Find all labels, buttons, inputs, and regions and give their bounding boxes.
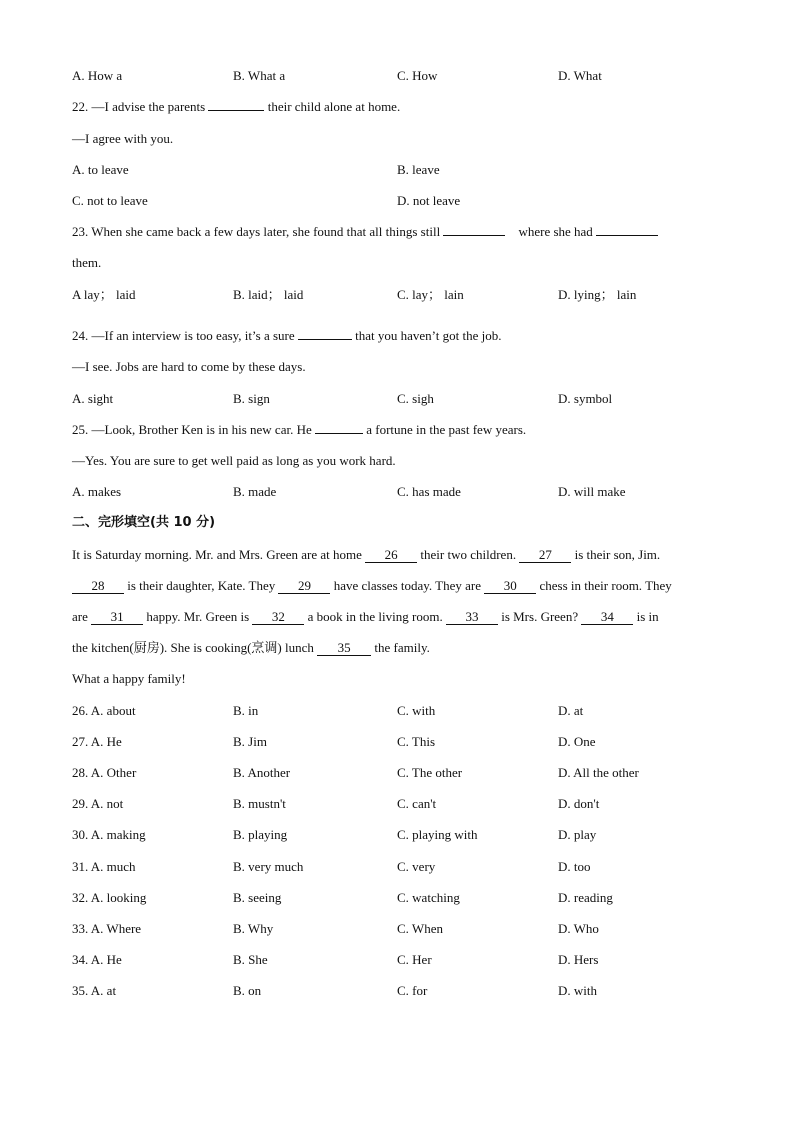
option-a: A. sight [72, 391, 114, 406]
cloze-option-row [72, 827, 732, 843]
option-b: B. leave [397, 162, 440, 177]
passage-line-4 [72, 640, 430, 656]
option-c: C. Her [397, 952, 432, 967]
option-b: B. in [233, 703, 259, 718]
option-c: C. for [397, 983, 428, 998]
option-c: C. This [397, 734, 436, 749]
section-heading: 二、完形填空(共 10 分) [72, 515, 216, 530]
option-b: B. mustn't [233, 796, 286, 811]
passage-text: is in [636, 609, 659, 624]
option-d: D. Hers [558, 952, 599, 967]
option-b: B. seeing [233, 890, 282, 905]
option-c: C. sigh [397, 391, 434, 406]
answer-blank [443, 235, 505, 236]
option-a: A lay； laid [72, 287, 136, 302]
q23-stem [72, 224, 658, 240]
option-c: C. not to leave [72, 193, 148, 208]
cloze-option-row [72, 859, 732, 875]
option-b: B. What a [233, 68, 286, 83]
option-c: C. playing with [397, 827, 478, 842]
cloze-option-row [72, 796, 732, 812]
q24-reply: —I see. Jobs are hard to come by these days. [72, 359, 306, 374]
cloze-blank-34: 34 [581, 610, 633, 625]
option-b: B. sign [233, 391, 270, 406]
q25-stem [72, 422, 526, 438]
passage-text: the kitchen(厨房). She is cooking(烹调) lunch [72, 640, 314, 655]
answer-blank [596, 235, 658, 236]
cloze-blank-27: 27 [519, 548, 571, 563]
option-a: 32. A. looking [72, 890, 147, 905]
option-c: C. When [397, 921, 443, 936]
option-a: A. How a [72, 68, 123, 83]
stem-text: When she came back a few days later, she found that all things still [91, 224, 441, 239]
option-c: C. very [397, 859, 436, 874]
q21-options [72, 68, 732, 84]
passage-text: It is Saturday morning. Mr. and Mrs. Green are at home [72, 547, 362, 562]
option-b: B. laid； laid [233, 287, 304, 302]
option-d: D. with [558, 983, 597, 998]
passage-text: is their daughter, Kate. They [127, 578, 276, 593]
passage-text: chess in their room. They [539, 578, 672, 593]
option-b: B. on [233, 983, 262, 998]
option-a: 35. A. at [72, 983, 117, 998]
passage-text: happy. Mr. Green is [146, 609, 250, 624]
option-a: 26. A. about [72, 703, 136, 718]
question-number: 22. [72, 99, 89, 114]
option-c: C. has made [397, 484, 461, 499]
q23-stem-cont: them. [72, 255, 102, 270]
option-d: D. What [558, 68, 602, 83]
option-d: D. will make [558, 484, 626, 499]
option-b: B. playing [233, 827, 288, 842]
stem-text: where she had [518, 224, 593, 239]
cloze-option-row [72, 734, 732, 750]
option-a: 29. A. not [72, 796, 124, 811]
passage-line-3 [72, 609, 659, 625]
option-a: 33. A. Where [72, 921, 142, 936]
stem-text: —I advise the parents [91, 99, 206, 114]
q22-reply: —I agree with you. [72, 131, 174, 146]
option-c: C. The other [397, 765, 463, 780]
cloze-blank-30: 30 [484, 579, 536, 594]
stem-text: that you haven’t got the job. [355, 328, 502, 343]
option-b: B. Jim [233, 734, 267, 749]
cloze-blank-33: 33 [446, 610, 498, 625]
passage-text: their two children. [420, 547, 517, 562]
answer-blank [298, 339, 352, 340]
passage-line-2 [72, 578, 672, 594]
option-a: 34. A. He [72, 952, 122, 967]
option-a: A. to leave [72, 162, 129, 177]
cloze-blank-32: 32 [252, 610, 304, 625]
option-b: B. Another [233, 765, 291, 780]
question-number: 23. [72, 224, 89, 239]
answer-blank [208, 110, 264, 111]
cloze-option-row [72, 765, 732, 781]
q24-stem [72, 328, 502, 344]
option-a: 30. A. making [72, 827, 146, 842]
option-d: D. not leave [397, 193, 461, 208]
passage-text: are [72, 609, 88, 624]
option-d: D. lying； lain [558, 287, 637, 302]
passage-text: the family. [374, 640, 430, 655]
stem-text: their child alone at home. [267, 99, 401, 114]
cloze-option-row [72, 703, 732, 719]
passage-line-1 [72, 547, 660, 563]
q22-stem [72, 99, 400, 115]
q25-reply: —Yes. You are sure to get well paid as long as you work hard. [72, 453, 396, 468]
option-b: B. made [233, 484, 277, 499]
option-d: D. One [558, 734, 596, 749]
cloze-option-row [72, 983, 732, 999]
q25-options [72, 484, 732, 500]
q22-options-row1 [72, 162, 732, 178]
option-c: C. watching [397, 890, 460, 905]
stem-text: —If an interview is too easy, it’s a sure [91, 328, 295, 343]
question-number: 24. [72, 328, 89, 343]
option-d: D. play [558, 827, 597, 842]
option-a: A. makes [72, 484, 122, 499]
passage-text: is their son, Jim. [574, 547, 661, 562]
option-c: C. can't [397, 796, 437, 811]
option-b: B. very much [233, 859, 304, 874]
cloze-blank-29: 29 [278, 579, 330, 594]
option-d: D. too [558, 859, 591, 874]
option-c: C. How [397, 68, 438, 83]
option-d: D. reading [558, 890, 613, 905]
cloze-option-row [72, 921, 732, 937]
stem-text: a fortune in the past few years. [366, 422, 527, 437]
cloze-option-row [72, 890, 732, 906]
answer-blank [315, 433, 363, 434]
option-d: D. don't [558, 796, 600, 811]
passage-text: is Mrs. Green? [501, 609, 579, 624]
option-c: C. lay； lain [397, 287, 464, 302]
q24-options [72, 391, 732, 407]
cloze-blank-31: 31 [91, 610, 143, 625]
stem-text: —Look, Brother Ken is in his new car. He [91, 422, 312, 437]
passage-closing: What a happy family! [72, 671, 186, 686]
cloze-blank-35: 35 [317, 641, 371, 656]
passage-text: a book in the living room. [307, 609, 443, 624]
option-d: D. All the other [558, 765, 639, 780]
q23-options [72, 287, 732, 303]
option-a: 27. A. He [72, 734, 122, 749]
cloze-blank-26: 26 [365, 548, 417, 563]
option-c: C. with [397, 703, 436, 718]
cloze-blank-28: 28 [72, 579, 124, 594]
option-d: D. Who [558, 921, 599, 936]
option-a: 31. A. much [72, 859, 136, 874]
option-d: D. symbol [558, 391, 613, 406]
cloze-option-row [72, 952, 732, 968]
option-a: 28. A. Other [72, 765, 137, 780]
option-b: B. Why [233, 921, 274, 936]
passage-text: have classes today. They are [333, 578, 482, 593]
option-b: B. She [233, 952, 268, 967]
option-d: D. at [558, 703, 584, 718]
question-number: 25. [72, 422, 89, 437]
q22-options-row2 [72, 193, 732, 209]
